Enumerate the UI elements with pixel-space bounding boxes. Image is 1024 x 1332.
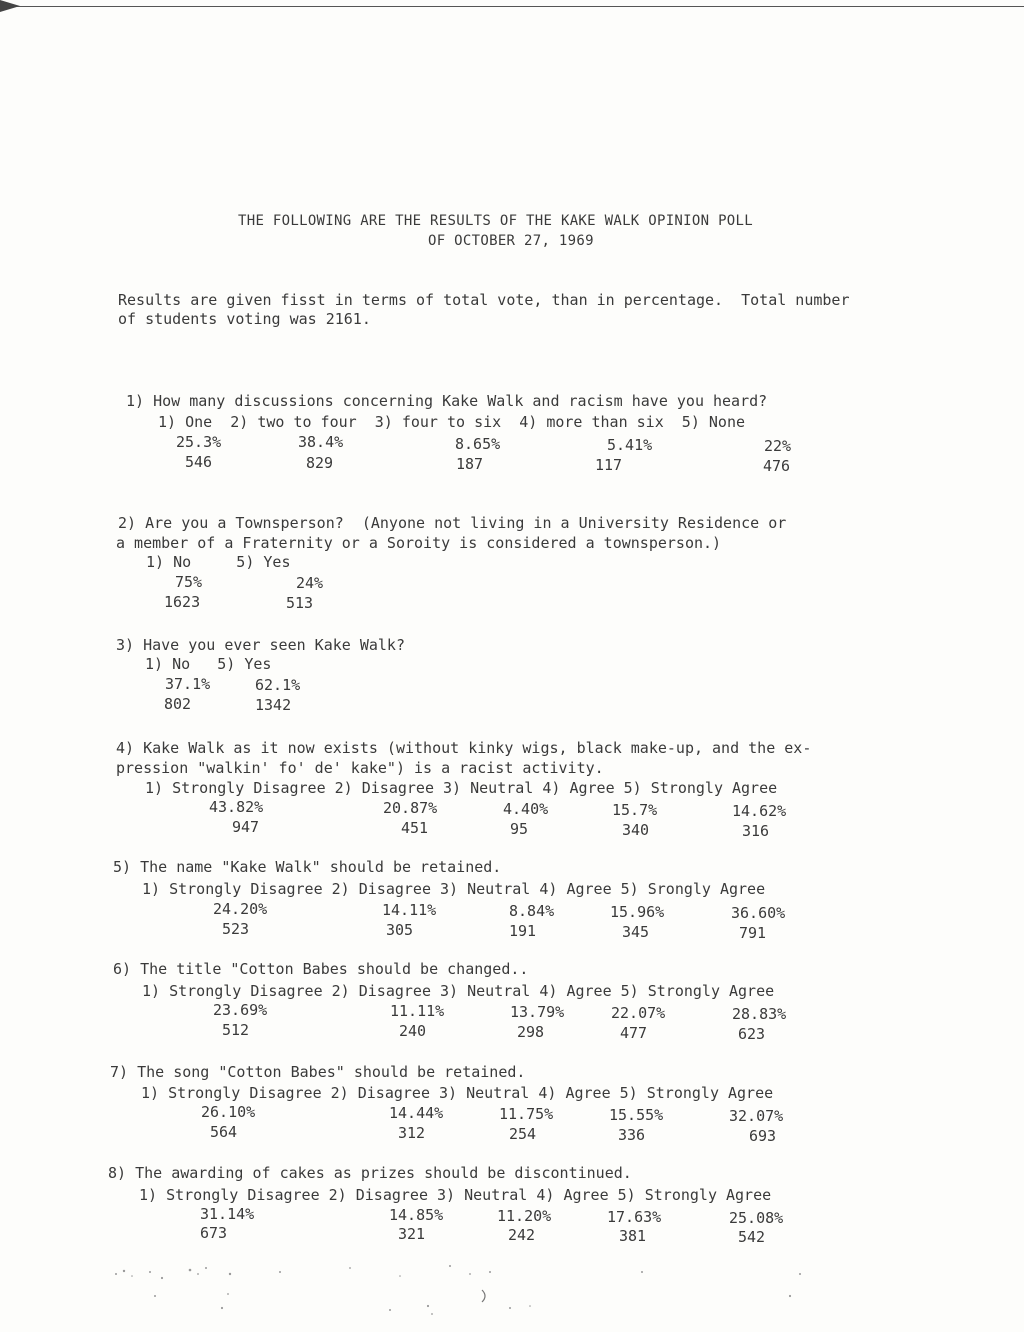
q4-count-1: 947: [232, 818, 260, 836]
q8-percent-3: 11.20%: [497, 1207, 552, 1225]
q3-count-1: 802: [164, 695, 192, 713]
q5-count-5: 791: [739, 924, 767, 942]
question-3-text: 3) Have you ever seen Kake Walk?: [116, 636, 405, 654]
q5-percent-4: 15.96%: [610, 903, 665, 921]
q8-count-3: 242: [508, 1226, 536, 1244]
q6-percent-4: 22.07%: [611, 1004, 666, 1022]
question-4-options: 1) Strongly Disagree 2) Disagree 3) Neutral 4) Agree 5) Strongly Agree: [145, 779, 778, 797]
question-2-text-line2: a member of a Fraternity or a Soroity is considered a townsperson.): [116, 534, 722, 552]
q8-percent-4: 17.63%: [607, 1208, 662, 1226]
q5-count-2: 305: [386, 921, 414, 939]
q6-count-3: 298: [517, 1023, 545, 1041]
q7-count-2: 312: [398, 1124, 426, 1142]
q7-percent-5: 32.07%: [729, 1107, 784, 1125]
question-7-text: 7) The song "Cotton Babes" should be retained.: [110, 1063, 526, 1081]
question-6-text: 6) The title "Cotton Babes should be changed..: [113, 960, 529, 978]
q7-percent-2: 14.44%: [389, 1104, 444, 1122]
q4-percent-1: 43.82%: [209, 798, 264, 816]
q6-percent-2: 11.11%: [390, 1002, 445, 1020]
q5-percent-3: 8.84%: [509, 902, 555, 920]
q2-percent-1: 75%: [175, 573, 203, 591]
question-1-options: 1) One 2) two to four 3) four to six 4) more than six 5) None: [158, 413, 745, 431]
intro-line1: Results are given fisst in terms of total vote, than in percentage. Total number: [118, 291, 850, 309]
q7-count-3: 254: [509, 1125, 537, 1143]
top-corner-mark: [0, 0, 20, 12]
q1-percent-5: 22%: [764, 437, 792, 455]
question-3-options: 1) No 5) Yes: [145, 655, 272, 673]
q7-percent-1: 26.10%: [201, 1103, 256, 1121]
q5-count-4: 345: [622, 923, 650, 941]
q8-percent-1: 31.14%: [200, 1205, 255, 1223]
question-4-text-line1: 4) Kake Walk as it now exists (without kinky wigs, black make-up, and the ex-: [116, 739, 812, 757]
q1-count-4: 117: [595, 456, 623, 474]
q5-count-3: 191: [509, 922, 537, 940]
poll-title-line2: OF OCTOBER 27, 1969: [428, 233, 594, 249]
question-7-options: 1) Strongly Disagree 2) Disagree 3) Neutral 4) Agree 5) Strongly Agree: [141, 1084, 774, 1102]
q1-count-2: 829: [306, 454, 334, 472]
q1-count-5: 476: [763, 457, 791, 475]
q6-percent-3: 13.79%: [510, 1003, 565, 1021]
q6-percent-1: 23.69%: [213, 1001, 268, 1019]
q6-count-4: 477: [620, 1024, 648, 1042]
q5-percent-2: 14.11%: [382, 901, 437, 919]
question-2-text-line1: 2) Are you a Townsperson? (Anyone not living in a University Residence or: [118, 514, 787, 532]
question-6-options: 1) Strongly Disagree 2) Disagree 3) Neutral 4) Agree 5) Strongly Agree: [142, 982, 775, 1000]
q4-percent-5: 14.62%: [732, 802, 787, 820]
q3-count-2: 1342: [255, 696, 292, 714]
q4-percent-2: 20.87%: [383, 799, 438, 817]
question-5-options: 1) Strongly Disagree 2) Disagree 3) Neutral 4) Agree 5) Srongly Agree: [142, 880, 766, 898]
q4-count-2: 451: [401, 819, 429, 837]
question-8-options: 1) Strongly Disagree 2) Disagree 3) Neutral 4) Agree 5) Strongly Agree: [139, 1186, 772, 1204]
q6-count-5: 623: [738, 1025, 766, 1043]
intro-line2: of students voting was 2161.: [118, 310, 371, 328]
q2-percent-2: 24%: [296, 574, 324, 592]
q4-count-3: 95: [510, 820, 529, 838]
q5-count-1: 523: [222, 920, 250, 938]
q3-percent-1: 37.1%: [165, 675, 211, 693]
q8-count-4: 381: [619, 1227, 647, 1245]
question-2-options: 1) No 5) Yes: [146, 553, 291, 571]
q4-count-4: 340: [622, 821, 650, 839]
q1-count-3: 187: [456, 455, 484, 473]
q8-count-2: 321: [398, 1225, 426, 1243]
q1-count-1: 546: [185, 453, 213, 471]
question-1-text: 1) How many discussions concerning Kake Walk and racism have you heard?: [126, 392, 768, 410]
question-5-text: 5) The name "Kake Walk" should be retained.: [113, 858, 502, 876]
q7-count-5: 693: [749, 1127, 777, 1145]
q8-count-1: 673: [200, 1224, 228, 1242]
question-4-text-line2: pression "walkin' fo' de' kake") is a racist activity.: [116, 759, 604, 777]
q5-percent-1: 24.20%: [213, 900, 268, 918]
q4-percent-4: 15.7%: [612, 801, 658, 819]
scan-noise-specks: [110, 1262, 810, 1322]
poll-title-line1: THE FOLLOWING ARE THE RESULTS OF THE KAKE WALK OPINION POLL: [238, 213, 753, 229]
q1-percent-4: 5.41%: [607, 436, 653, 454]
q3-percent-2: 62.1%: [255, 676, 301, 694]
q1-percent-2: 38.4%: [298, 433, 344, 451]
question-8-text: 8) The awarding of cakes as prizes should be discontinued.: [108, 1164, 632, 1182]
q6-count-1: 512: [222, 1021, 250, 1039]
q1-percent-3: 8.65%: [455, 435, 501, 453]
q5-percent-5: 36.60%: [731, 904, 786, 922]
top-rule-line: [0, 6, 1024, 7]
q7-percent-3: 11.75%: [499, 1105, 554, 1123]
q7-percent-4: 15.55%: [609, 1106, 664, 1124]
q7-count-1: 564: [210, 1123, 238, 1141]
q4-count-5: 316: [742, 822, 770, 840]
q8-percent-2: 14.85%: [389, 1206, 444, 1224]
q7-count-4: 336: [618, 1126, 646, 1144]
q8-percent-5: 25.08%: [729, 1209, 784, 1227]
q6-count-2: 240: [399, 1022, 427, 1040]
q4-percent-3: 4.40%: [503, 800, 549, 818]
q8-count-5: 542: [738, 1228, 766, 1246]
q6-percent-5: 28.83%: [732, 1005, 787, 1023]
q2-count-1: 1623: [164, 593, 201, 611]
q2-count-2: 513: [286, 594, 314, 612]
q1-percent-1: 25.3%: [176, 433, 222, 451]
